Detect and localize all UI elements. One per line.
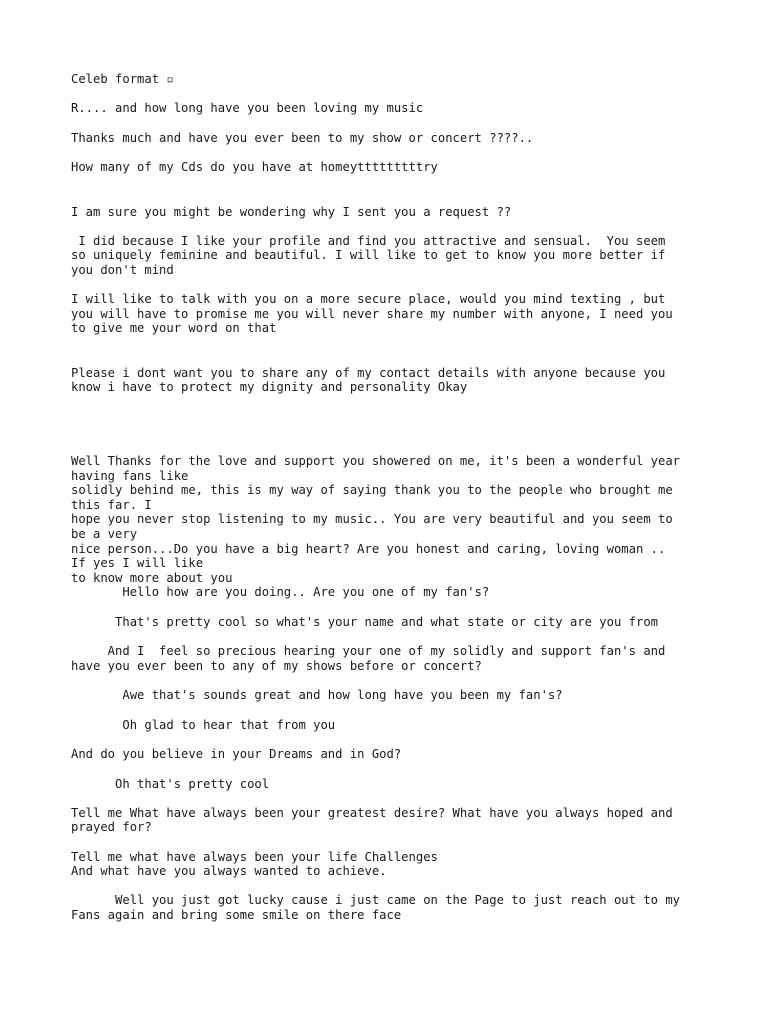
- text-line: to know more about you: [71, 571, 233, 585]
- text-line: prayed for?: [71, 820, 152, 834]
- text-line: That's pretty cool so what's your name and what state or city are you from: [71, 615, 658, 629]
- text-line: I did because I like your profile and find you attractive and sensual. You seem: [71, 234, 666, 248]
- text-line: know i have to protect my dignity and personality Okay: [71, 380, 468, 394]
- text-line: hope you never stop listening to my music.. You are very beautiful and you seem to: [71, 512, 673, 526]
- text-line: I will like to talk with you on a more secure place, would you mind texting , but: [71, 292, 666, 306]
- text-line: Fans again and bring some smile on there face: [71, 908, 402, 922]
- text-line: Celeb format ▫: [71, 72, 174, 86]
- text-line: And I feel so precious hearing your one of my solidly and support fan's and: [71, 644, 666, 658]
- text-line: Well you just got lucky cause i just came on the Page to just reach out to my: [71, 893, 681, 907]
- text-line: Hello how are you doing.. Are you one of my fan's?: [71, 585, 490, 599]
- text-line: be a very: [71, 527, 138, 541]
- text-line: solidly behind me, this is my way of saying thank you to the people who brought me: [71, 483, 673, 497]
- text-line: nice person...Do you have a big heart? Are you honest and caring, loving woman ..: [71, 542, 666, 556]
- text-line: And do you believe in your Dreams and in God?: [71, 747, 402, 761]
- text-line: have you ever been to any of my shows before or concert?: [71, 659, 482, 673]
- text-line: you don't mind: [71, 263, 174, 277]
- text-line: Oh that's pretty cool: [71, 777, 270, 791]
- text-line: How many of my Cds do you have at homeytttttttttry: [71, 160, 438, 174]
- text-line: so uniquely feminine and beautiful. I will like to get to know you more better if: [71, 248, 666, 262]
- text-line: Well Thanks for the love and support you showered on me, it's been a wonderful year: [71, 454, 681, 468]
- text-line: to give me your word on that: [71, 321, 277, 335]
- text-line: this far. I: [71, 498, 152, 512]
- text-line: you will have to promise me you will never share my number with anyone, I need you: [71, 307, 673, 321]
- text-line: I am sure you might be wondering why I sent you a request ??: [71, 205, 512, 219]
- text-line: Awe that's sounds great and how long have you been my fan's?: [71, 688, 563, 702]
- text-line: If yes I will like: [71, 556, 204, 570]
- text-line: having fans like: [71, 469, 189, 483]
- text-line: R.... and how long have you been loving my music: [71, 101, 424, 115]
- text-line: And what have you always wanted to achieve.: [71, 864, 387, 878]
- text-line: Oh glad to hear that from you: [71, 718, 336, 732]
- text-line: Tell me What have always been your greatest desire? What have you always hoped and: [71, 806, 673, 820]
- text-line: Thanks much and have you ever been to my show or concert ????..: [71, 131, 534, 145]
- text-line: Tell me what have always been your life Challenges: [71, 850, 438, 864]
- text-line: Please i dont want you to share any of my contact details with anyone because you: [71, 366, 666, 380]
